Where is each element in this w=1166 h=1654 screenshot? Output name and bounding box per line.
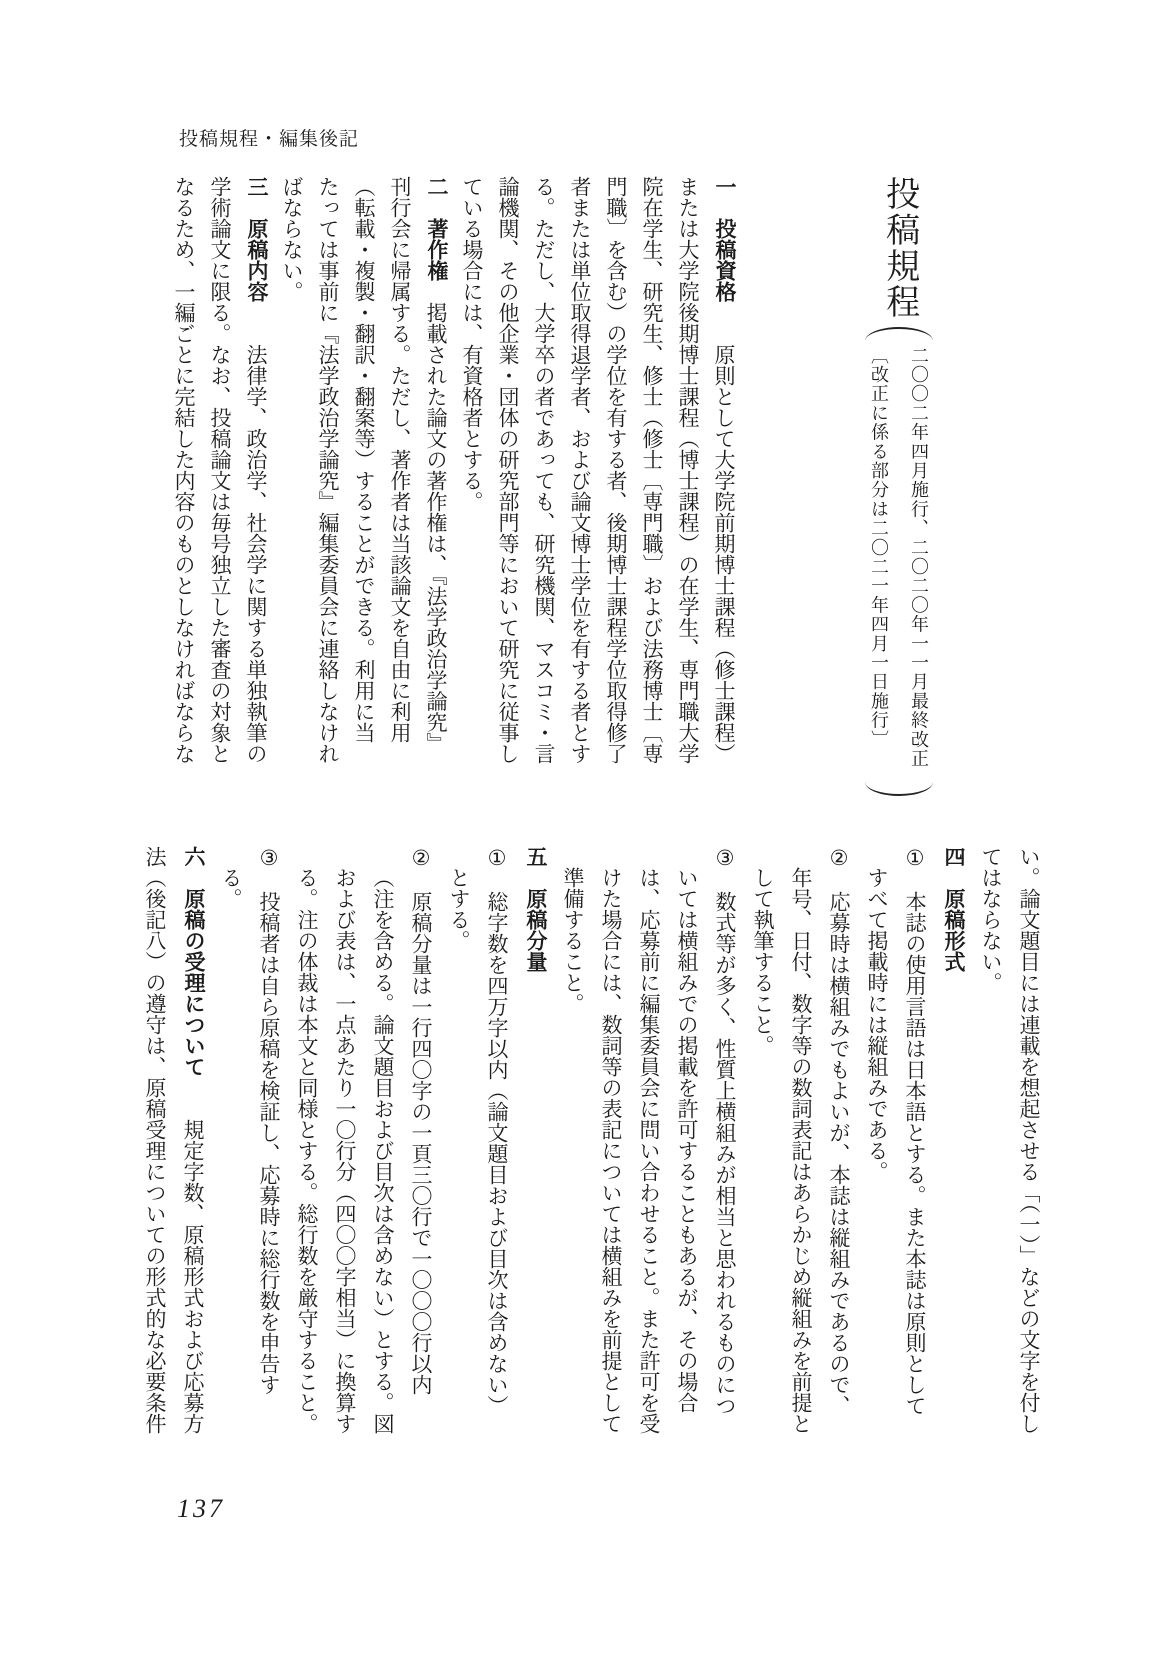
section-copyright-heading: 二 著作権 [425, 176, 448, 281]
close-paren-arc [865, 782, 933, 796]
circled-1-marker: ① [485, 846, 509, 870]
section-length [516, 846, 554, 1435]
format-item-2-body: 応募時は横組みでもよいが、本誌は縦組みであるので、年号、日付、数字等の数詞表記はあらかじめ縦組みを前提として執筆すること。 [751, 867, 851, 1434]
lower-text-band [136, 846, 1048, 1435]
revision-note-line-1: 二〇〇二年四月施行、二〇二〇年一一月最終改正 [909, 346, 929, 769]
section-eligibility-body: 原則として大学院前期博士課程（修士課程）または大学院後期博士課程（博士課程）の在学生、専門職大学院在学生、研究生、修士（修士〔専門職〕および法務博士〔専門職〕を含む）の学位を有する者、後期博士課程学位取得修了者または単位取得退学者、および論文博士学位を有する者とする。ただし、大学卒の者であっても、研究機関、マスコミ・言論機関、その他企業・団体の研究部門等において研究に従事している場合には、有資格者とする。 [460, 176, 736, 764]
page-title: 投稿規程 [880, 176, 918, 320]
circled-1-marker: ① [903, 846, 927, 870]
section-manuscript-content [166, 176, 274, 765]
section-length-heading: 五 原稿分量 [524, 846, 547, 972]
circled-3-marker: ③ [713, 846, 737, 870]
section-format [934, 846, 972, 1435]
format-item-1-body: 本誌の使用言語は日本語とする。また本誌は原則としてすべて掲載時には縦組みである。 [865, 867, 927, 1416]
format-item-3-body: 数式等が多く、性質上横組みが相当と思われるものについては横組みでの掲載を許可することもあるが、その場合は、応募前に編集委員会に問い合わせること。また許可を受けた場合には、数詞等の表記については横組みを前提として準備すること。 [561, 867, 737, 1434]
section-manuscript-content-body: 法律学、政治学、社会学に関する単独執筆の学術論文に限る。なお、投稿論文は毎号独立した審査の対象となるため、一編ごとに完結した内容のものとしなければならな [172, 176, 268, 764]
section-eligibility-heading: 一 投稿資格 [713, 176, 736, 302]
length-item-3 [212, 846, 288, 1435]
length-item-2-body: 原稿分量は一行四〇字の一頁三〇行で一〇〇〇行以内（注を含める。論文題目および目次は含めない）とする。図および表は、一点あたり一〇行分（四〇〇字相当）に換算する。注の体裁は本文と同様とする。総行数を厳守すること。 [295, 867, 433, 1434]
section-format-heading: 四 原稿形式 [942, 846, 965, 972]
revision-note-line-2: 〔改正に係る部分は二〇二一年四月一日施行〕 [869, 346, 889, 750]
title-block [854, 176, 944, 796]
format-item-3 [554, 846, 744, 1435]
section-acceptance-body: 規定字数、原稿形式および応募方法（後記八）の遵守は、原稿受理についての形式的な必要条件 [143, 846, 205, 1434]
format-item-1 [858, 846, 934, 1435]
circled-2-marker: ② [827, 846, 851, 870]
section-manuscript-content-heading: 三 原稿内容 [245, 176, 268, 302]
circled-2-marker: ② [409, 846, 433, 870]
length-item-1 [440, 846, 516, 1435]
section-copyright-body: 掲載された論文の著作権は、『法学政治学論究』刊行会に帰属する。ただし、著作者は当該論文を自由に利用（転載・複製・翻訳・翻案等）することができる。利用に当たっては事前に『法学政治学論究』編集委員会に連絡しなければならない。 [280, 176, 448, 764]
revision-note [859, 346, 939, 776]
section-acceptance-heading: 六 原稿の受理について [182, 846, 205, 1077]
page-number: 137 [177, 1494, 225, 1523]
length-item-1-body: 総字数を四万字以内（論文題目および目次は含めない）とする。 [447, 867, 509, 1416]
section-copyright [274, 176, 454, 765]
upper-text-band [166, 176, 742, 765]
section-acceptance [136, 846, 212, 1435]
length-item-2 [288, 846, 440, 1435]
format-item-2 [744, 846, 858, 1435]
section-eligibility [454, 176, 742, 765]
running-head: 投稿規程・編集後記 [179, 129, 360, 150]
length-item-3-body: 投稿者は自ら原稿を検証し、応募時に総行数を申告する。 [219, 867, 281, 1395]
circled-3-marker: ③ [257, 846, 281, 870]
section-manuscript-content-continuation: い。論文題目には連載を想起させる「（一）」などの文字を付してはならない。 [979, 846, 1041, 1434]
open-paren-arc [865, 327, 933, 341]
